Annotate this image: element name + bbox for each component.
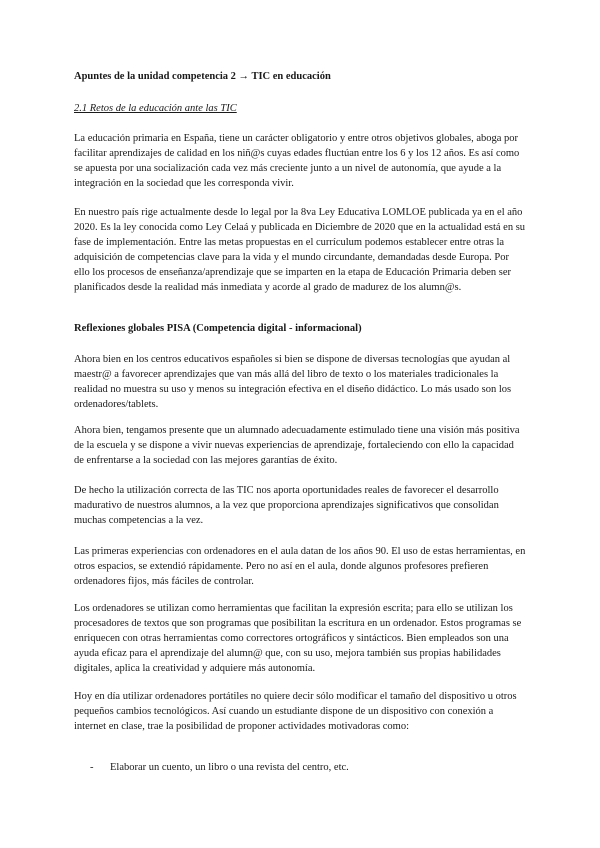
paragraph: Hoy en día utilizar ordenadores portátiles no quiere decir sólo modificar el tamaño del dispositivo u otros pequeños cambios tecnológicos. Así cuando un estudiante dispone de un dispositivo con conexión a internet en clase, trae la posibilidad de proponer actividades motivadoras como: — [74, 691, 517, 732]
list-item-text: Elaborar un cuento, un libro o una revista del centro, etc. — [110, 762, 349, 773]
paragraph: La educación primaria en España, tiene un carácter obligatorio y entre otros objetivos globales, aboga por facilitar aprendizajes de calidad en los niñ@s cuyas edades fluctúan entre los 6 y los 12 años. Es así como se apuesta por una socialización cada vez más creciente junto a un nivel de autonomía, que ayude a la integración en la sociedad que les corresponda vivir. — [74, 133, 520, 189]
section-heading: Reflexiones globales PISA (Competencia digital - informacional) — [74, 323, 362, 334]
section-subtitle: 2.1 Retos de la educación ante las TIC — [74, 103, 237, 114]
list-item — [90, 760, 520, 775]
paragraph: Ahora bien en los centros educativos españoles si bien se dispone de diversas tecnologías que ayudan al maestr@ a favorecer aprendizajes que van más allá del libro de texto o los materiales tradicionales la realidad no muestra su uso y menos su integración efectiva en el diseño didáctico. Lo más usado son los ordenadores/tablets. — [74, 354, 512, 410]
paragraph: En nuestro país rige actualmente desde lo legal por la 8va Ley Educativa LOMLOE publicada ya en el año 2020. Es la ley conocida como Ley Celaá y publicada en Diciembre de 2020 que en la actualidad está en su fase de implementación. Entre las metas propuestas en el currículum podemos establecer entre otras la adquisición de competencias clave para la vida y el mundo circundante, demandadas desde Europa. Por ello los procesos de enseñanza/aprendizaje que se imparten en la etapa de Educación Primaria deben ser planificados desde la realidad más inmediata y acorde al grado de madurez de los alumn@s. — [74, 207, 526, 293]
list-bullet: - — [90, 762, 94, 773]
paragraph: De hecho la utilización correcta de las TIC nos aporta oportunidades reales de favorecer el desarrollo madurativo de nuestros alumnos, a la vez que proporciona aprendizajes significativos que consolidan muchas competencias a la vez. — [74, 485, 499, 526]
paragraph: Las primeras experiencias con ordenadores en el aula datan de los años 90. El uso de estas herramientas, en otros espacios, se extendió rápidamente. Pero no así en el aula, donde algunos profesores prefieren ordenadores fijos, más fáciles de controlar. — [74, 546, 526, 587]
document-title: Apuntes de la unidad competencia 2 → TIC en educación — [74, 71, 331, 82]
paragraph: Ahora bien, tengamos presente que un alumnado adecuadamente estimulado tiene una visión más positiva de la escuela y se dispone a vivir nuevas experiencias de aprendizaje, fortaleciendo con ello la capacidad de enfrentarse a la sociedad con las mejores garantías de éxito. — [74, 425, 520, 466]
paragraph: Los ordenadores se utilizan como herramientas que facilitan la expresión escrita; para ello se utilizan los procesadores de textos que son programas que posibilitan la escritura en un ordenador. Estos programas se enriquecen con otras herramientas como correctores ortográficos y sintácticos. Bien empleados son una ayuda eficaz para el aprendizaje del alumn@ que, con su uso, mejora también sus propias habilidades digitales, aplica la creatividad y adquiere más autonomía. — [74, 603, 522, 674]
